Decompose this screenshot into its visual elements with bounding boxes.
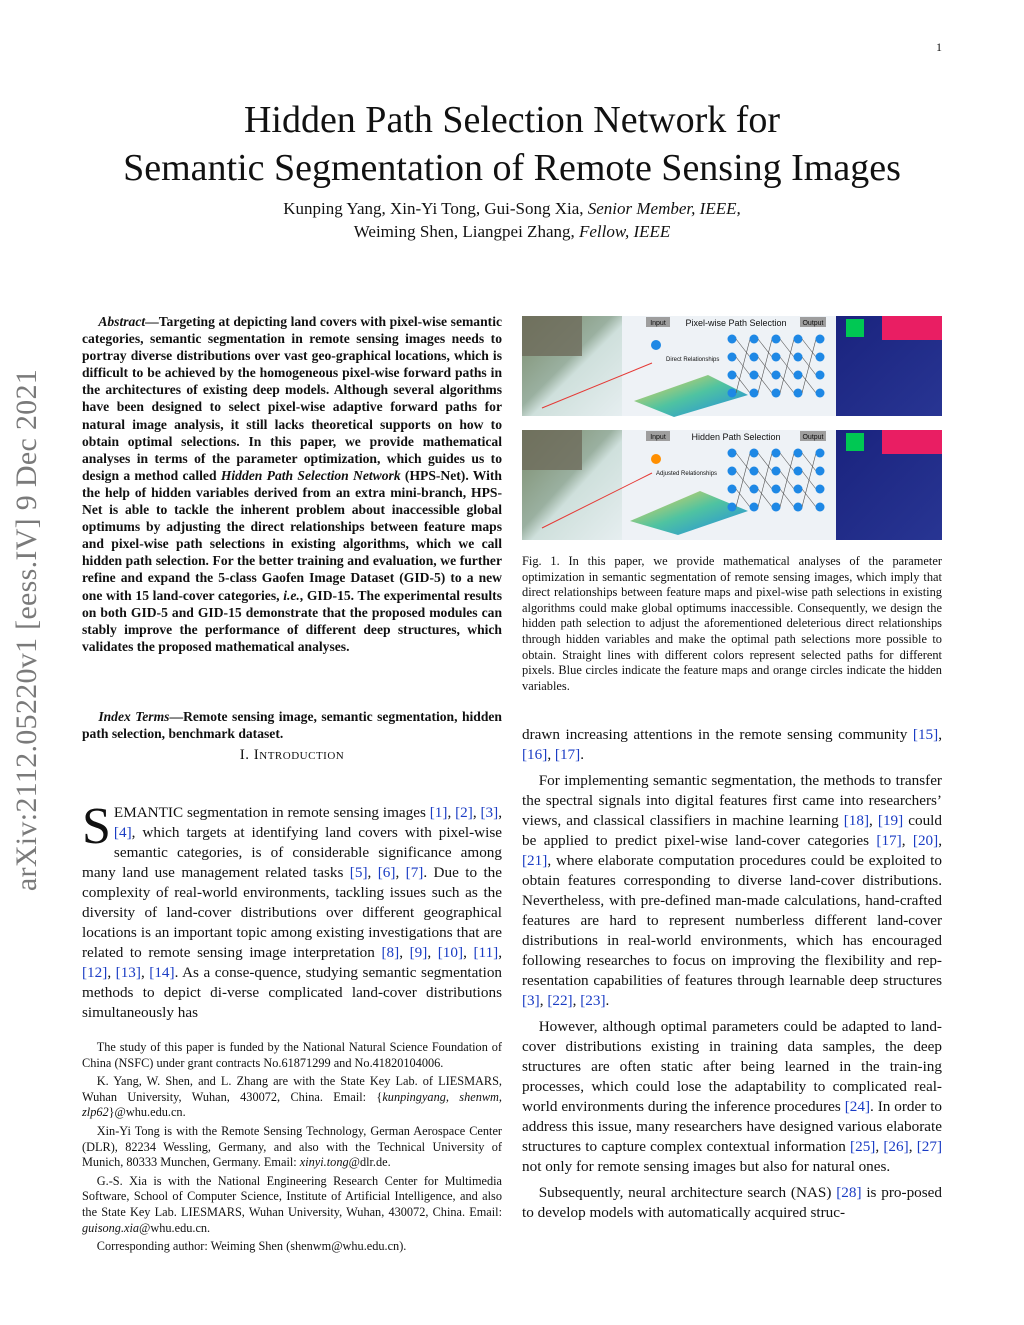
citation-link[interactable]: [4] — [113, 824, 132, 841]
feature-map-node — [750, 449, 759, 458]
feature-map-node — [728, 353, 737, 362]
title-line-1: Hidden Path Selection Network for — [243, 99, 781, 141]
intro-text: , which targets at identifying land covers with pixel-wise semantic categories, is of considerable significance among many land use management related tasks — [82, 824, 502, 881]
paragraph: For implementing semantic segmentation, the methods to transfer the spectral signals into digital features first came into researchers’ views, and classical classifiers in machine learning [18], [19] could be applied to predict pixel-wise land-cover categories [17], [20], [21], where elaborate computation procedures could be exploited to obtain features corresponding to diverse land-cover distributions. Nevertheless, with pre-defined man-made calculations, hand-crafted features are hard to represent numberless different land-cover distributions in real-world environments, which has encouraged following researches to focus on improving the flexibility and rep-resentation capabilities of features through learnable deep structures [3], [22], [23]. — [522, 772, 942, 1009]
feature-map-node — [794, 467, 803, 476]
right-column-text — [522, 725, 942, 1229]
citation-link[interactable]: [7] — [405, 864, 424, 881]
citation-link[interactable]: [13] — [115, 964, 141, 981]
bottom-note: Adjusted Relationships — [656, 471, 718, 477]
citation-link[interactable]: [18] — [843, 812, 870, 829]
feature-map-node — [816, 503, 825, 512]
abstract-text: , GID-15. The experimental results on both GID-5 and GID-15 demonstrate that the proposed modules can stably improve the performance of different deep structures, which validates the proposed mathematical analyses. — [82, 587, 502, 654]
feature-map-node — [816, 449, 825, 458]
feature-map-node — [750, 467, 759, 476]
arxiv-stamp-text: arXiv:2112.05220v1 [eess.IV] 9 Dec 2021 — [10, 368, 43, 892]
index-terms — [82, 708, 502, 742]
authors-line-2: Weiming Shen, Liangpei Zhang, — [353, 222, 575, 241]
footnote-funding: The study of this paper is funded by the National Natural Science Foundation of China (NSFC) under grant contracts No.61871299 and No.41820104006. — [82, 1040, 502, 1070]
citation-link[interactable]: [25] — [850, 1138, 876, 1155]
method-name: Hidden Path Selection Network — [220, 467, 401, 483]
feature-map-node — [816, 371, 825, 380]
feature-map-node — [772, 353, 781, 362]
citation-link[interactable]: [10] — [437, 944, 464, 961]
output-label-bottom: Output — [802, 434, 824, 441]
citation-link[interactable]: [12] — [82, 964, 108, 981]
output-label-top: Output — [802, 320, 824, 327]
feature-map-node — [816, 467, 825, 476]
citation-link[interactable]: [8] — [381, 944, 400, 961]
citation-link[interactable]: [9] — [409, 944, 428, 961]
feature-map-node — [794, 503, 803, 512]
feature-map-node — [750, 389, 759, 398]
intro-text: . As a conse-quence, studying semantic segmentation methods to depict di-verse complicated land-cover distributions simultaneously has — [82, 964, 503, 1021]
feature-map-node — [772, 371, 781, 380]
citation-link[interactable]: [1] — [429, 804, 448, 821]
authors-role-2: Fellow, IEEE — [578, 222, 671, 241]
page-number: 1 — [936, 40, 942, 54]
feature-map-node — [750, 335, 759, 344]
feature-map-node — [750, 503, 759, 512]
section-heading: I. Introduction — [239, 747, 345, 763]
feature-map-node — [772, 389, 781, 398]
paragraph: drawn increasing attentions in the remote sensing community [15], [16], [17]. — [522, 726, 942, 763]
figure-bottom-row — [522, 430, 942, 540]
citation-link[interactable]: [16] — [522, 746, 548, 763]
citation-link[interactable]: [5] — [349, 864, 368, 881]
intro-text: segmentation in remote sensing images — [183, 804, 430, 821]
intro-lead: EMANTIC — [113, 804, 184, 821]
citation-link[interactable]: [22] — [547, 992, 573, 1009]
feature-map-node — [772, 467, 781, 476]
input-label-top: Input — [650, 320, 666, 327]
abstract-ie: i.e. — [283, 587, 300, 603]
citation-link[interactable]: [14] — [149, 964, 175, 981]
citation-link[interactable]: [17] — [876, 832, 902, 849]
author-list — [40, 197, 984, 243]
abstract-label: Abstract — [98, 314, 146, 329]
feature-map-node — [816, 485, 825, 494]
abstract-text: (HPS-Net). With the help of hidden variables derived from an extra mini-branch, HPS-Net is able to tackle the inherent problem about inaccessible global optimums by adjusting the direct relationships between feature maps and pixel-wise path selections in existing algorithms, which we call hidden path selection. For the better training and evaluation, we further refine and expand the 5-class Gaofen Image Dataset (GID-5) to a new one with 15 land-cover categories, — [82, 467, 502, 603]
index-terms-label: Index Terms — [98, 709, 170, 724]
citation-link[interactable]: [20] — [912, 832, 939, 849]
feature-map-node — [794, 449, 803, 458]
feature-map-node — [794, 371, 803, 380]
feature-map-node — [794, 389, 803, 398]
citation-link[interactable]: [15] — [912, 726, 939, 743]
feature-map-node — [772, 335, 781, 344]
citation-link[interactable]: [11] — [473, 944, 499, 961]
figure-caption: Fig. 1. In this paper, we provide mathematical analyses of the parameter optimization in semantic segmentation of remote sensing images, which imply that direct relationships between feature maps and pixel-wise path selections in existing algorithms could make global optimums inaccessible. Consequently, we design the hidden path selection to adjust the aforementioned deleterious direct relationships through hidden variables and make the optimal path selections more possible to obtain. Straight lines with different colors represent selected paths for different pixels. Blue circles indicate the feature maps and orange circles indicate the hidden variables. — [522, 554, 942, 693]
footnote-affiliation-3: G.-S. Xia is with the National Engineering Research Center for Multimedia Software, School of Computer Science, Institute of Artificial Intelligence, and also the State Key Lab. LIESMARS, Wuhan University, Wuhan, 430072, China. Email: guisong.xia@whu.edu.cn. — [82, 1173, 502, 1235]
citation-link[interactable]: [23] — [580, 992, 606, 1009]
intro-text: . Due to the complexity of real-world environments, tackling issues such as the diversity of land-cover distributions over different geographical locations is an important topic among existing investigations that are related to remote sensing image interpretation — [82, 864, 503, 961]
feature-map-node — [750, 353, 759, 362]
paragraph: Subsequently, neural architecture search (NAS) [28] is pro-posed to develop models with automatically acquired struc- — [522, 1184, 942, 1221]
feature-map-node — [772, 449, 781, 458]
citation-link[interactable]: [3] — [480, 804, 499, 821]
figure-1 — [522, 313, 942, 543]
feature-map-node — [816, 389, 825, 398]
citation-link[interactable]: [21] — [522, 852, 548, 869]
citation-link[interactable]: [17] — [554, 746, 581, 763]
footnote-corresponding: Corresponding author: Weiming Shen (shenwm@whu.edu.cn). — [96, 1239, 407, 1254]
hidden-variable-node — [651, 454, 661, 464]
input-label-bottom: Input — [650, 434, 666, 441]
citation-link[interactable]: [3] — [522, 992, 540, 1009]
footnotes — [82, 1040, 502, 1258]
citation-link[interactable]: [28] — [836, 1184, 862, 1201]
introduction-paragraph: SEMANTIC segmentation in remote sensing images [1], [2], [3], [4], which targets at identifying land covers with pixel-wise semantic categories, is of considerable significance among many land use management related tasks [5], [6], [7]. Due to the complexity of real-world environments, tackling issues such as the diversity of land-cover distributions over different geographical locations is an important topic among existing investigations that are related to remote sensing image interpretation [8], [9], [10], [11], [12], [13], [14]. As a conse-quence, studying semantic segmentation methods to depict di-verse complicated land-cover distributions simultaneously has — [82, 798, 503, 1021]
feature-map-node — [750, 371, 759, 380]
feature-map-node — [794, 485, 803, 494]
feature-map-node — [794, 335, 803, 344]
paragraph: However, although optimal parameters could be adapted to land-cover distributions existing in training data samples, the deep structures are often static after being learned in the train-ing processes, which could lose the adaptability to complicated real-world environments during the inference procedures [24]. In order to address this issue, many researchers have designed various elaborate structures to capture complex contextual information [25], [26], [27] not only for remote sensing images but also for natural ones. — [522, 1018, 943, 1175]
citation-link[interactable]: [26] — [883, 1138, 909, 1155]
feature-map-node — [816, 335, 825, 344]
citation-link[interactable]: [2] — [455, 804, 473, 821]
index-terms-text: —Remote sensing image, semantic segmentation, hidden path selection, benchmark dataset. — [82, 709, 502, 741]
citation-link[interactable]: [24] — [844, 1098, 871, 1115]
citation-link[interactable]: [19] — [877, 812, 904, 829]
paper-title — [40, 96, 984, 192]
authors-line-1: Kunping Yang, Xin-Yi Tong, Gui-Song Xia, — [283, 199, 584, 218]
bottom-panel-title: Hidden Path Selection — [691, 432, 781, 442]
abstract-text: —Targeting at depicting land covers with pixel-wise semantic categories, semantic segmentation in remote sensing images needs to portray diverse distributions over vast geo-graphical locations, which is difficult to be achieved by the homogeneous pixel-wise forward paths in the architectures of existing deep models. Although several algorithms have been designed to select pixel-wise adaptive forward paths for natural image analysis, it still lacks theoretical supports on how to obtain optimal selections. In this paper, we provide mathematical analyses in terms of the parameter optimization, which guides us to design a method called — [82, 314, 502, 483]
feature-map-node — [750, 485, 759, 494]
feature-map-node — [728, 389, 737, 398]
feature-map-node — [794, 353, 803, 362]
feature-map-node — [728, 335, 737, 344]
top-panel-title: Pixel-wise Path Selection — [685, 318, 787, 328]
citation-link[interactable]: [6] — [377, 864, 396, 881]
feature-map-node — [816, 353, 825, 362]
figure-top-row — [522, 316, 942, 417]
authors-role-1: Senior Member, IEEE, — [587, 199, 741, 218]
feature-map-node — [728, 371, 737, 380]
abstract — [82, 313, 502, 655]
arxiv-stamp — [4, 270, 50, 990]
citation-link[interactable]: [27] — [916, 1138, 943, 1155]
title-line-2: Semantic Segmentation of Remote Sensing Images — [123, 147, 901, 189]
feature-map-node — [651, 340, 661, 350]
feature-map-node — [728, 503, 737, 512]
top-note: Direct Relationships — [666, 357, 720, 363]
footnote-affiliation-1: K. Yang, W. Shen, and L. Zhang are with the State Key Lab. of LIESMARS, Wuhan University, Wuhan, 430072, China. Email: {kunpingyang, shenwm, zlp62}@whu.edu.cn. — [82, 1074, 502, 1120]
feature-map-node — [728, 485, 737, 494]
feature-map-node — [728, 449, 737, 458]
feature-map-node — [728, 467, 737, 476]
drop-cap: S — [82, 798, 111, 855]
feature-map-node — [772, 503, 781, 512]
feature-map-node — [772, 485, 781, 494]
footnote-affiliation-2: Xin-Yi Tong is with the Remote Sensing Technology, German Aerospace Center (DLR), 82234 Wessling, Germany, and also with the Technical University of Munich, 80333 Munchen, Germany. Email: xinyi.tong@dlr.de. — [82, 1123, 502, 1170]
